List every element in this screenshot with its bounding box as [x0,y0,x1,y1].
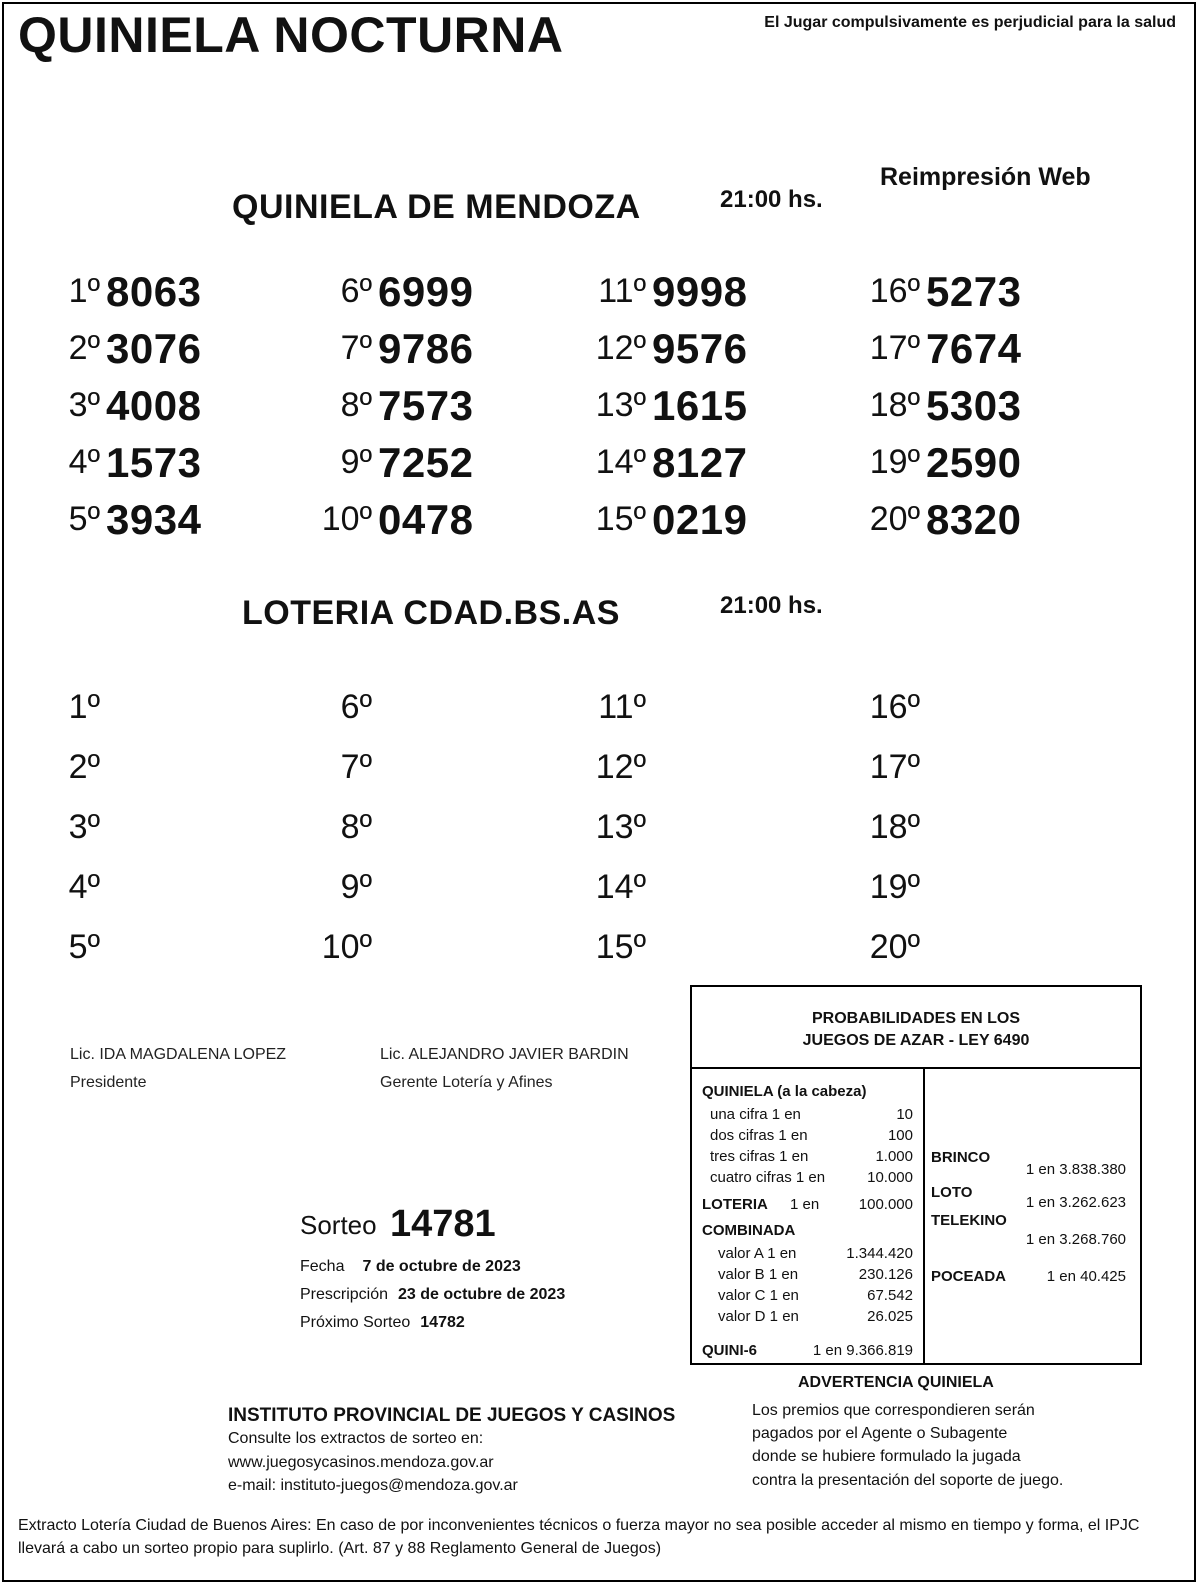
page-title: QUINIELA NOCTURNA [18,7,564,63]
mendoza-result-row [282,325,532,375]
quiniela-odds-row-value: 10.000 [867,1169,913,1186]
mendoza-result-row [10,496,260,546]
fecha-row [300,1258,521,1276]
bsas-result-row [282,924,532,974]
reprint-label: Reimpresión Web [880,163,1091,191]
loteria-odds-value: 100.000 [858,1196,913,1213]
mendoza-result-row [282,382,532,432]
mendoza-result-row [556,439,806,489]
mendoza-result-position: 7º [340,329,372,367]
bsas-result-position: 10º [321,928,372,966]
mendoza-result-number: 3934 [106,496,202,543]
mendoza-result-row [830,268,1080,318]
mendoza-result-number: 1573 [106,439,202,486]
prescripcion-value: 23 de octubre de 2023 [398,1286,566,1303]
bsas-result-position: 12º [595,748,646,786]
sorteo-number: 14781 [390,1203,496,1245]
bsas-result-position: 18º [869,808,920,846]
loteria-odds-label: LOTERIA [702,1196,768,1213]
mendoza-result-position: 15º [595,500,646,538]
bsas-result-row [556,804,806,854]
advertencia-line: pagados por el Agente o Subagente [752,1425,1008,1442]
mendoza-result-position: 8º [340,386,372,424]
probabilities-right-column [925,1069,1140,1363]
bsas-result-position: 13º [595,808,646,846]
bsas-result-row [10,864,260,914]
mendoza-result-number: 5303 [926,382,1022,429]
mendoza-result-row [830,439,1080,489]
mendoza-result-position: 10º [321,500,372,538]
mendoza-result-number: 7252 [378,439,474,486]
mendoza-result-position: 1º [68,272,100,310]
mendoza-result-row [556,382,806,432]
signature-right-role: Gerente Lotería y Afines [380,1074,553,1091]
mendoza-result-number: 4008 [106,382,202,429]
signature-right-name: Lic. ALEJANDRO JAVIER BARDIN [380,1046,629,1063]
mendoza-result-position: 11º [598,272,646,310]
mendoza-result-number: 6999 [378,268,474,315]
mendoza-result-position: 3º [68,386,100,424]
institute-consult-text: Consulte los extractos de sorteo en: [228,1430,484,1447]
bsas-result-row [10,744,260,794]
mendoza-result-position: 6º [340,272,372,310]
mendoza-result-position: 12º [595,329,646,367]
mendoza-result-position: 14º [595,443,646,481]
combinada-odds-row-value: 67.542 [867,1287,913,1304]
brinco-odds-value: 1 en 3.838.380 [1025,1161,1126,1178]
quiniela-odds-row-value: 1.000 [875,1148,913,1165]
proximo-value: 14782 [420,1314,465,1331]
mendoza-result-number: 7573 [378,382,474,429]
combinada-odds-row-value: 1.344.420 [846,1245,913,1262]
mendoza-result-number: 0219 [652,496,748,543]
bsas-result-position: 5º [68,928,100,966]
signature-left-name: Lic. IDA MAGDALENA LOPEZ [70,1046,287,1063]
poceada-odds-value: 1 en 40.425 [1046,1268,1126,1285]
advertencia-title: ADVERTENCIA QUINIELA [798,1374,994,1391]
mendoza-result-position: 13º [595,386,646,424]
fecha-value: 7 de octubre de 2023 [362,1258,521,1275]
proximo-label: Próximo Sorteo [300,1314,411,1331]
mendoza-result-row [10,382,260,432]
bsas-result-row [556,744,806,794]
mendoza-result-number: 3076 [106,325,202,372]
probabilities-left-column [692,1069,925,1363]
mendoza-result-position: 2º [68,329,100,367]
mendoza-result-row [10,325,260,375]
bsas-result-row [556,864,806,914]
quiniela-odds-label: QUINIELA (a la cabeza) [702,1083,867,1100]
mendoza-result-position: 17º [869,329,920,367]
probabilities-box [690,985,1142,1365]
mendoza-time: 21:00 hs. [720,186,823,213]
mendoza-result-number: 8063 [106,268,202,315]
bsas-result-position: 3º [68,808,100,846]
bsas-result-position: 15º [595,928,646,966]
institute-name: INSTITUTO PROVINCIAL DE JUEGOS Y CASINOS [228,1405,676,1426]
mendoza-result-number: 8127 [652,439,748,486]
quiniela-odds-row-label: cuatro cifras 1 en [710,1169,826,1186]
bsas-result-position: 2º [68,748,100,786]
mendoza-result-position: 18º [869,386,920,424]
institute-email-link[interactable]: e-mail: instituto-juegos@mendoza.gov.ar [228,1477,518,1494]
telekino-odds-label: TELEKINO [931,1212,1007,1229]
bsas-result-row [10,684,260,734]
bsas-title: LOTERIA CDAD.BS.AS [242,594,620,632]
mendoza-result-row [556,496,806,546]
bsas-result-row [556,924,806,974]
bsas-result-position: 7º [340,748,372,786]
prescripcion-label: Prescripción [300,1286,389,1303]
sorteo-label: Sorteo [300,1210,377,1240]
footer-note: Extracto Lotería Ciudad de Buenos Aires: En caso de por inconvenientes técnicos o fuerza mayor no sea posible acceder al mismo en tiempo y forma, el IPJC llevará a cabo un sorteo propio para suplirlo. (Art. 87 y 88 Reglamento General de Juegos) [18,1517,1140,1557]
signature-left-role: Presidente [70,1074,147,1091]
mendoza-result-number: 1615 [652,382,748,429]
advertencia-line: donde se hubiere formulado la jugada [752,1448,1021,1465]
advertencia-line: Los premios que correspondieren serán [752,1402,1035,1419]
bsas-result-position: 11º [598,688,646,726]
quiniela-odds-row-label: dos cifras 1 en [710,1127,808,1144]
mendoza-result-position: 9º [340,443,372,481]
bsas-result-row [830,804,1080,854]
mendoza-result-number: 2590 [926,439,1022,486]
combinada-odds-row-label: valor A 1 en [718,1245,797,1262]
bsas-result-position: 17º [869,748,920,786]
probabilities-title-line1: PROBABILIDADES EN LOS [811,1010,1020,1027]
mendoza-result-position: 4º [68,443,100,481]
mendoza-result-number: 9576 [652,325,748,372]
combinada-odds-row-value: 26.025 [867,1308,913,1325]
mendoza-result-position: 16º [869,272,920,310]
bsas-result-position: 1º [68,688,100,726]
mendoza-result-position: 19º [869,443,920,481]
mendoza-result-row [556,325,806,375]
bsas-result-position: 4º [68,868,100,906]
mendoza-result-number: 0478 [378,496,474,543]
bsas-result-row [556,684,806,734]
loteria-odds-text: 1 en [790,1196,820,1213]
bsas-result-position: 8º [340,808,372,846]
quiniela-odds-row-label: una cifra 1 en [710,1106,801,1123]
bsas-result-row [282,804,532,854]
bsas-result-row [830,744,1080,794]
institute-website-link[interactable]: www.juegosycasinos.mendoza.gov.ar [228,1454,494,1471]
bsas-result-row [830,924,1080,974]
bsas-result-position: 9º [340,868,372,906]
loto-odds-value: 1 en 3.262.623 [1025,1194,1126,1211]
bsas-time: 21:00 hs. [720,592,823,619]
bsas-result-row [10,924,260,974]
combinada-odds-row-value: 230.126 [858,1266,913,1283]
fecha-label: Fecha [300,1258,345,1275]
bsas-result-position: 19º [869,868,920,906]
bsas-result-position: 14º [595,868,646,906]
quiniela-odds-row-value: 10 [896,1106,913,1123]
mendoza-result-number: 8320 [926,496,1022,543]
mendoza-result-row [830,382,1080,432]
bsas-result-position: 20º [869,928,920,966]
mendoza-result-row [282,268,532,318]
bsas-result-row [10,804,260,854]
combinada-odds-row-label: valor C 1 en [718,1287,799,1304]
mendoza-result-number: 9998 [652,268,748,315]
mendoza-result-row [556,268,806,318]
mendoza-result-number: 9786 [378,325,474,372]
quiniela-odds-row-value: 100 [887,1127,913,1144]
probabilities-title-line2: JUEGOS DE AZAR - LEY 6490 [802,1032,1030,1049]
quini6-odds-value: 1 en 9.366.819 [812,1342,913,1359]
combinada-odds-row-label: valor D 1 en [718,1308,799,1325]
probabilities-header [692,987,1140,1069]
bsas-result-row [830,864,1080,914]
mendoza-result-row [10,268,260,318]
advertencia-line: contra la presentación del soporte de juego. [752,1472,1064,1489]
bsas-result-position: 6º [340,688,372,726]
combinada-odds-row-label: valor B 1 en [718,1266,799,1283]
proximo-row [300,1314,465,1332]
bsas-result-row [282,684,532,734]
prescripcion-row [300,1286,565,1304]
mendoza-result-row [830,496,1080,546]
bsas-result-row [282,744,532,794]
poceada-odds-label: POCEADA [931,1268,1007,1285]
bsas-result-row [282,864,532,914]
brinco-odds-label: BRINCO [931,1149,991,1166]
bsas-result-position: 16º [869,688,920,726]
telekino-odds-value: 1 en 3.268.760 [1025,1231,1126,1248]
mendoza-result-row [10,439,260,489]
mendoza-result-number: 7674 [926,325,1022,372]
mendoza-result-number: 5273 [926,268,1022,315]
loto-odds-label: LOTO [931,1184,973,1201]
mendoza-title: QUINIELA DE MENDOZA [232,188,641,226]
health-warning: El Jugar compulsivamente es perjudicial para la salud [764,14,1176,31]
mendoza-result-row [830,325,1080,375]
quiniela-odds-row-label: tres cifras 1 en [710,1148,809,1165]
mendoza-result-row [282,439,532,489]
mendoza-result-row [282,496,532,546]
mendoza-result-position: 20º [869,500,920,538]
mendoza-result-position: 5º [68,500,100,538]
combinada-odds-label: COMBINADA [702,1222,796,1239]
bsas-result-row [830,684,1080,734]
quini6-odds-label: QUINI-6 [702,1342,758,1359]
